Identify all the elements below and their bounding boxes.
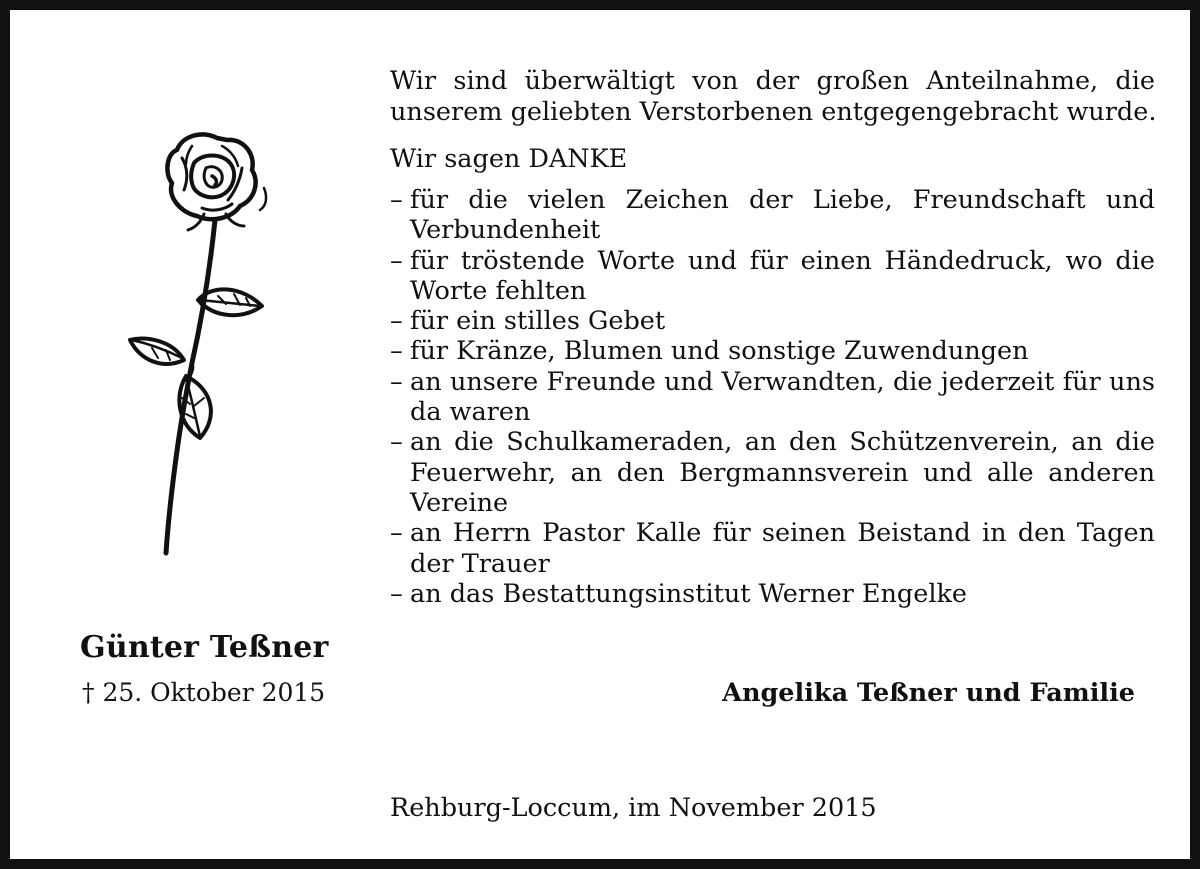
list-item-text: für ein stilles Gebet <box>410 306 666 337</box>
place-date: Rehburg-Loccum, im November 2015 <box>390 793 877 823</box>
list-dash: – <box>390 366 403 397</box>
list-item-text: für die vielen Zeichen der Liebe, Freundschaft und Verbundenheit <box>410 185 1155 246</box>
list-dash: – <box>390 245 403 276</box>
list-dash: – <box>390 306 403 337</box>
list-item-text: für Kränze, Blumen und sonstige Zuwendungen <box>410 336 1029 367</box>
list-dash: – <box>390 427 403 458</box>
list-item <box>390 246 1155 307</box>
list-item <box>390 427 1155 518</box>
list-dash: – <box>390 185 403 215</box>
thanks-list <box>390 185 1155 609</box>
list-item <box>390 579 1155 609</box>
list-item <box>390 185 1155 246</box>
intro-paragraph <box>390 66 1155 128</box>
list-item <box>390 336 1155 366</box>
list-item <box>390 518 1155 579</box>
thanks-heading: Wir sagen DANKE <box>390 144 628 174</box>
deceased-name: Günter Teßner <box>80 630 329 665</box>
list-item <box>390 367 1155 428</box>
list-item-text: an die Schulkameraden, an den Schützenverein, an die Feuerwehr, an den Bergmannsverein und alle anderen Vereine <box>410 427 1155 518</box>
list-dash: – <box>390 518 403 549</box>
list-item-text: an Herrn Pastor Kalle für seinen Beistand in den Tagen der Trauer <box>410 518 1155 579</box>
signature: Angelika Teßner und Familie <box>722 678 1135 708</box>
death-date: † 25. Oktober 2015 <box>82 678 326 707</box>
list-item <box>390 306 1155 336</box>
list-item-text: an das Bestattungsinstitut Werner Engelke <box>410 578 968 609</box>
list-dash: – <box>390 578 403 609</box>
intro-line-1: Wir sind überwältigt von der großen Anteilnahme, die <box>390 66 1155 96</box>
rose-icon <box>122 128 272 558</box>
list-item-text: an unsere Freunde und Verwandten, die jederzeit für uns da waren <box>410 366 1155 428</box>
intro-line-2: unserem geliebten Verstorbenen entgegengebracht wurde. <box>390 97 1157 127</box>
list-dash: – <box>390 336 403 367</box>
list-item-text: für tröstende Worte und für einen Händedruck, wo die Worte fehlten <box>410 245 1155 306</box>
